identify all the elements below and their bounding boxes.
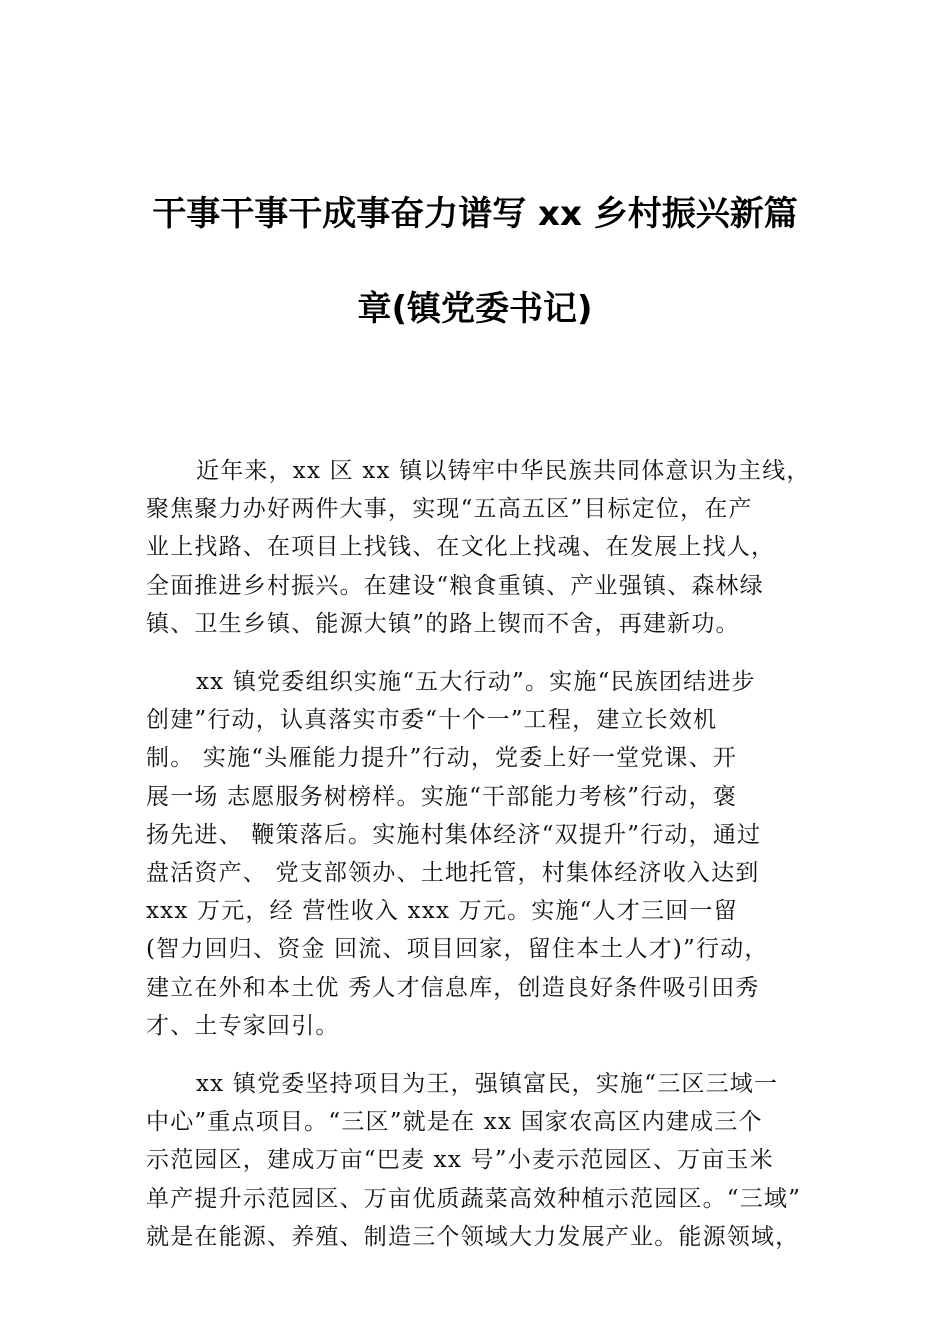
paragraph-line: 近年来，xx 区 xx 镇以铸牢中华民族共同体意识为主线， [196,458,811,484]
paragraph-line: 就是在能源、养殖、制造三个领域大力发展产业。能源领域， [146,1223,800,1250]
paragraph-line: 全面推进乡村振兴。在建设“粮食重镇、产业强镇、森林绿 [146,572,764,599]
paragraph-3 [146,1065,826,1256]
paragraph-line: 聚焦聚力办好两件大事，实现“五高五区”目标定位，在产 [146,496,753,523]
document-title-line-2: 章(镇党委书记) [357,289,593,329]
paragraph-line: (智力回归、资金 回流、项目回家，留住本土人才)”行动， [146,936,769,963]
paragraph-line: 创建”行动，认真落实市委“十个一”工程，建立长效机 [146,707,718,734]
document-body [146,452,826,1276]
paragraph-line: 盘活资产、 党支部领办、土地托管，村集体经济收入达到 [146,860,760,887]
paragraph-line: 才、土专家回引。 [146,1012,340,1039]
paragraph-line: xx 镇党委组织实施“五大行动”。实施“民族团结进步 [196,669,756,696]
paragraph-1 [146,452,826,643]
document-title-line-1: 干事干事干成事奋力谱写 xx 乡村振兴新篇 [152,194,798,234]
paragraph-line: xx 镇党委坚持项目为王，强镇富民，实施“三区三域一 [196,1071,779,1098]
paragraph-line: 制。 实施“头雁能力提升”行动，党委上好一堂党课、开 [146,745,738,772]
paragraph-line: xxx 万元，经 营性收入 xxx 万元。实施“人才三回一留 [146,898,738,925]
paragraph-2 [146,663,826,1045]
paragraph-line: 单产提升示范园区、万亩优质蔬菜高效种植示范园区。“三域” [146,1185,802,1212]
paragraph-line: 中心”重点项目。“三区”就是在 xx 国家农高区内建成三个 [146,1109,763,1136]
paragraph-line: 扬先进、 鞭策落后。实施村集体经济“双提升”行动，通过 [146,821,762,848]
paragraph-line: 示范园区，建成万亩“巴麦 xx 号”小麦示范园区、万亩玉米 [146,1147,774,1174]
paragraph-line: 展一场 志愿服务树榜样。实施“干部能力考核”行动，褒 [146,783,738,810]
paragraph-line: 建立在外和本土优 秀人才信息库，创造良好条件吸引田秀 [146,974,760,1001]
paragraph-line: 业上找路、在项目上找钱、在文化上找魂、在发展上找人， [146,534,776,561]
paragraph-line: 镇、卫生乡镇、能源大镇”的路上锲而不舍，再建新功。 [146,610,740,637]
